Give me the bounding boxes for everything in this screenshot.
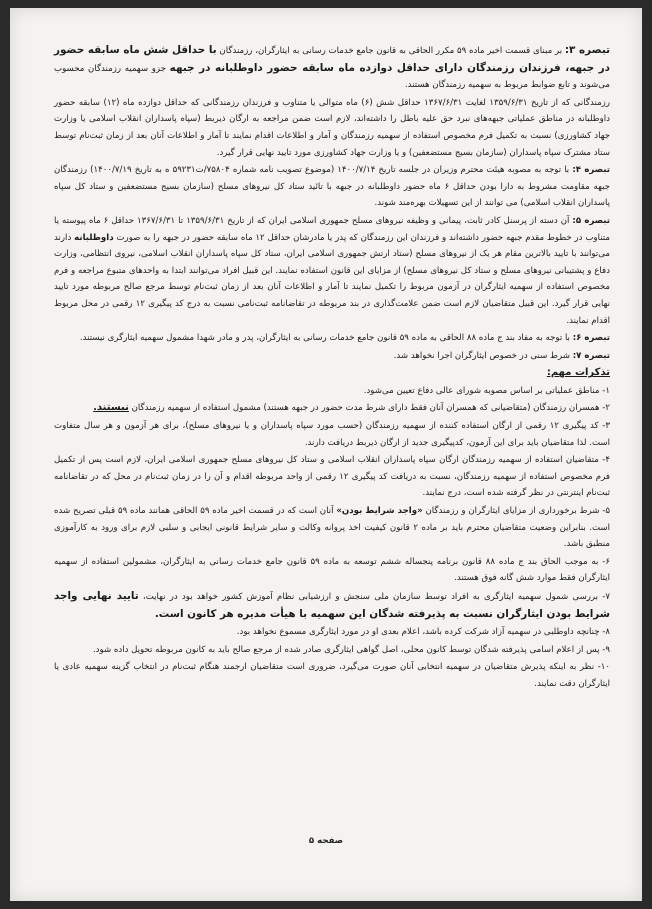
document-page: [10, 8, 642, 901]
item-8: ۸- چنانچه داوطلبی در سهمیه آزاد شرکت کرده باشد، اعلام بعدی او در مورد ایثارگری مسموع نخواهد بود.: [236, 627, 610, 638]
item-10: ۱۰- نظر به اینکه پذیرش متقاضیان در سهمیه انتخابی آنان صورت می‌گیرد، ضروری است متقاضیان ارجمند هنگام ثبت‌نام در انتخاب گزینه سهمیه عادی یا ایثارگران دقت نمایند.: [54, 662, 610, 689]
note-5-text-b: دارند می‌توانند با تایید بالاترین مقام هر یک از نیروهای مسلح (ستاد ارتش جمهوری اسلامی ایران، ستاد کل سپاه پاسداران انقلاب اسلامی، نیروی انتظامی، وزارت دفاع و پشتیبانی نیروهای مسلح و ستاد کل نیروهای مسلح) از مزایای این قانون استفاده نمایند. این قبیل افراد می‌توانند ابتدا به واحدهای متبوع مراجعه و فرم مخصوص استفاده از سهمیه ایثارگران در آزمون مربوط را تکمیل نمایند تا آمار و اطلاعات آنان بعد از زمان ثبت‌نام توسط مرجع صالح مربوطه مورد تایید نهایی قرار گیرد. این قبیل متقاضیان لازم است ضمن علامت‌گذاری در بند مربوطه در تقاضانامه ثبت‌نامی نسبت به درج کد پیگیری ۱۲ رقمی در محل مربوط اقدام نمایند.: [54, 232, 611, 326]
note-6-label: تبصره ۶:: [572, 333, 610, 344]
item-7-bold: تایید نهایی واجد شرایط بودن ایثارگران نسبت به پذیرفته شدگان این سهمیه با هیأت مدیره هر کانون است.: [54, 590, 610, 620]
note-3-bold: با حداقل شش ماه سابقه حضور در جبهه، فرزندان رزمندگان دارای حداقل دوازده ماه سابقه حضور داوطلبانه در جبهه: [54, 44, 610, 74]
note-5-bold: داوطلبانه: [74, 232, 114, 243]
note-3: [54, 42, 610, 94]
document-body: [54, 42, 610, 694]
item-1: ۱- مناطق عملیاتی بر اساس مصوبه شورای عالی دفاع تعیین می‌شود.: [363, 385, 610, 396]
note-5-label: تبصره ۵:: [572, 215, 610, 226]
notes-heading-text: تذکرات مهم:: [546, 367, 610, 379]
note-3-detail: رزمندگانی که از تاریخ ۱۳۵۹/۶/۳۱ لغایت ۱۳۶۷/۶/۳۱ حداقل شش (۶) ماه متوالی یا متناوب و فرزندان رزمندگانی که حداقل دوازده ماه (۱۲) سابقه حضور داوطلبانه در مناطق عملیاتی جبهه‌های نبرد حق علیه باطل را داشته‌اند، لازم است ضمن مراجعه به ارگان ذیربط (سپاه پاسداران انقلاب اسلامی یا وزارت جهاد کشاورزی) نسبت به تکمیل فرم مخصوص استفاده از سهمیه رزمندگان و آمار و اطلاعات اقدام نمایند تا آمار و اطلاعات آنان بعد از زمان ثبت‌نام توسط ستاد مشترک سپاه پاسداران (سازمان بسیج مستضعفین) و یا وزارت جهاد کشاورزی مورد تایید نهایی قرار گیرد.: [54, 97, 610, 158]
note-7-label: تبصره ۷:: [572, 350, 610, 361]
note-3-text-a: بر مبنای قسمت اخیر ماده ۵۹ مکرر الحاقی به قانون جامع خدمات رسانی به ایثارگران، رزمندگان: [219, 46, 563, 56]
note-7: [54, 348, 610, 365]
note-4-text: با توجه به مصوبه هیئت محترم وزیران در جلسه تاریخ ۱۴۰۰/۷/۱۴ (موضوع تصویب نامه شماره ۷۵۸۰۴/ت۵۹۲۳۱ ه به تاریخ ۱۴۰۰/۷/۱۹) رزمندگان جبهه مقاومت مشروط به دارا بودن حداقل ۶ ماه حضور داوطلبانه در جبهه با تائید ستاد کل نیروهای مسلح (سازمان بسیج مستضعفین و ستاد کل سپاه پاسداران انقلاب اسلامی) می توانند از این تسهیلات بهره‌مند شوند.: [54, 165, 610, 209]
item-5: [54, 503, 610, 553]
note-4-label: تبصره ۴:: [572, 165, 610, 176]
item-5-text-a: ۵- شرط برخورداری از مزایای ایثارگران و رزمندگان: [425, 506, 610, 517]
note-3-label: تبصره ۳:: [564, 44, 611, 56]
note-6-text: با توجه به مفاد بند ج ماده ۸۸ الحاقی به ماده ۵۹ قانون جامع خدمات رسانی به ایثارگران، پدر و مادر شهدا مشمول سهمیه ایثارگری نیستند.: [79, 333, 570, 344]
note-3-text-b: جزو سهمیه رزمندگان محسوب می‌شوند و تابع ضوابط مربوط به سهمیه رزمندگان هستند.: [54, 63, 610, 91]
item-9: ۹- پس از اعلام اسامی پذیرفته شدگان توسط کانون محلی، اصل گواهی ایثارگری صادر شده از مرجع صالح باید به کانون مربوطه تحویل داده شود.: [92, 644, 610, 655]
note-5-text-a: آن دسته از پرسنل کادر ثابت، پیمانی و وظیفه نیروهای مسلح جمهوری اسلامی ایران که از تاریخ ۱۳۵۹/۶/۳۱ تا ۱۳۶۷/۶/۳۱ حداقل ۶ ماه پیوسته یا متناوب در خطوط مقدم جبهه حضور داشته‌اند و فرزندان این رزمندگان که پدر یا مادرشان حداقل ۱۲ ماه سابقه حضور در جبهه را به صورت: [54, 215, 610, 243]
item-3: ۳- کد پیگیری ۱۲ رقمی از ارگان استفاده کننده از سهمیه رزمندگان (حسب مورد سپاه پاسداران و یا نیروهای مسلح)، برای هر آزمون و هر سال متفاوت است. لذا متقاضیان باید برای این آزمون، کدپیگیری جدید از ارگان ذیربط دریافت دارند.: [54, 421, 610, 448]
item-4: ۴- متقاضیان استفاده از سهمیه رزمندگان ارگان سپاه پاسداران انقلاب اسلامی و ستاد کل نیروهای مسلح جمهوری اسلامی ایران، لازم است پس از تکمیل فرم مخصوص استفاده از سهمیه رزمندگان، نسبت به دریافت کد پیگیری ۱۲ رقمی از واحد مربوطه اقدام و آن را در زمان ثبت‌نام در محل که در تقاضانامه ثبت‌نام اینترنتی در نظر گرفته شده است، درج نمایند.: [54, 455, 610, 499]
item-2-underlined: نیستند.: [93, 402, 129, 414]
item-5-bold: «واجد شرایط بودن»: [336, 506, 423, 517]
item-2: [54, 400, 610, 417]
item-6: ۶- به موجب الحاق بند ج ماده ۸۸ قانون برنامه پنجساله ششم توسعه به ماده ۵۹ قانون جامع خدمات رسانی به ایثارگران، مشمولین استفاده از سهمیه ایثارگران فقط موارد شش گانه فوق هستند.: [54, 556, 610, 584]
note-5: [54, 213, 610, 329]
item-2-text: ۲- همسران رزمندگان (متقاضیانی که همسران آنان فقط دارای شرط مدت حضور در جبهه هستند) مشمول استفاده از سهمیه رزمندگان: [131, 403, 610, 414]
note-4: [54, 162, 610, 212]
page-number: صفحه ۵: [308, 836, 344, 846]
item-7-text: ۷- بررسی شمول سهمیه ایثارگری به افراد توسط سازمان ملی سنجش و ارزشیابی نظام آموزش کشور خواهد بود در نهایت،: [142, 592, 610, 602]
item-5-text-b: آنان است که در قسمت اخیر ماده ۵۹ الحاقی همانند ماده ۵۹ قبلی تصریح شده است. بنابراین وضعیت متقاضیان محترم باید بر ماده ۲ قانون کیفیت اخذ پروانه وکالت و سایر شرایط قانونی ایجابی و سلبی لازم برای ورود به کارآموزی منطبق باشد.: [54, 506, 611, 550]
note-6: [54, 330, 610, 347]
note-7-text: شرط سنی در خصوص ایثارگران اجرا نخواهد شد.: [393, 350, 570, 361]
notes-heading: [54, 365, 610, 382]
item-7: [54, 588, 610, 623]
